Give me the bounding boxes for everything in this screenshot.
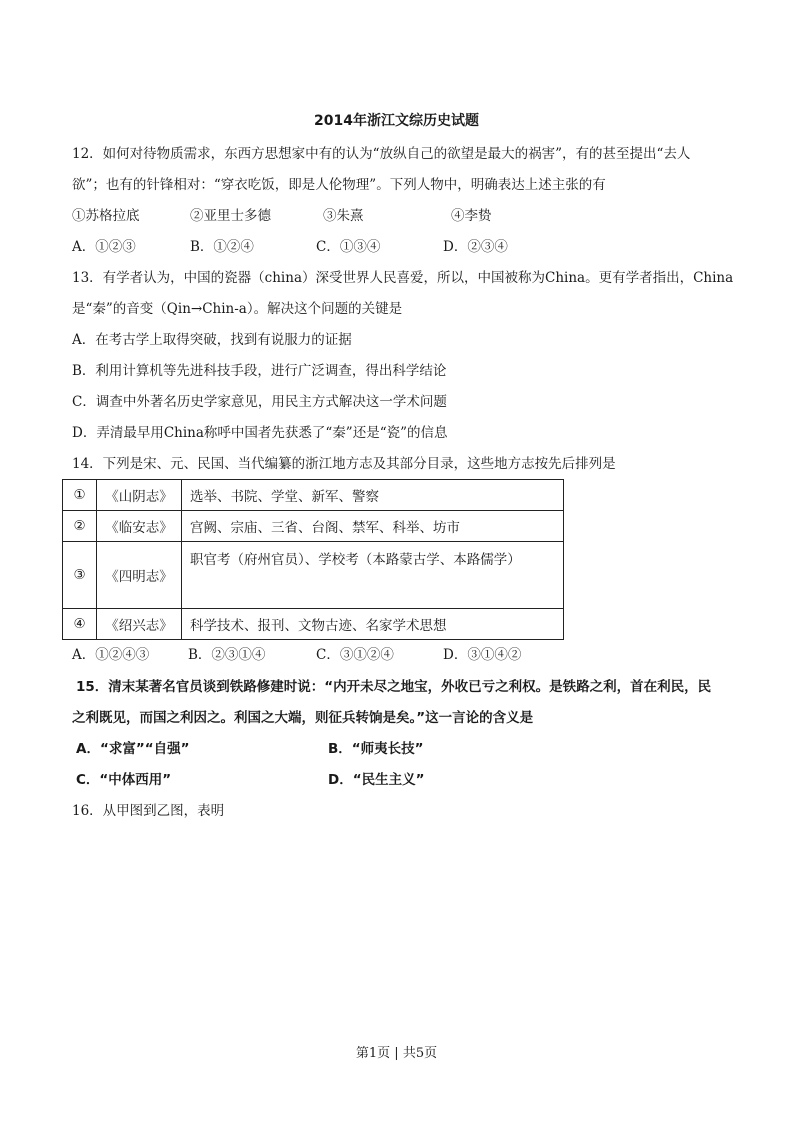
q13-option-b: B．利用计算机等先进科技手段，进行广泛调查，得出科学结论: [72, 363, 447, 379]
q12-item-3: ③朱熹: [323, 208, 364, 224]
q13-stem-line2: 是“秦”的音变（Qin→Chin-a）。解决这个问题的关键是: [72, 301, 403, 317]
q14-option-a: A．①②④③: [72, 647, 150, 663]
table-cell-name: 《四明志》: [97, 542, 182, 609]
table-cell-contents: 选举、书院、学堂、新军、警察: [182, 480, 564, 511]
q15-option-d: D．“民生主义”: [328, 772, 425, 788]
q14-option-b: B．②③①④: [188, 647, 266, 663]
table-cell-num: ①: [63, 480, 97, 511]
q14-table: [62, 479, 564, 640]
q14-option-d: D．③①④②: [443, 647, 522, 663]
q14-option-c: C．③①②④: [316, 647, 394, 663]
q13-option-d: D．弄清最早用China称呼中国者先获悉了“秦”还是“瓷”的信息: [72, 425, 448, 441]
q12-option-c: C．①③④: [316, 239, 381, 255]
q12-stem-line2: 欲”；也有的针锋相对：“穿衣吃饭，即是人伦物理”。下列人物中，明确表达上述主张的有: [72, 177, 606, 193]
table-cell-num: ④: [63, 609, 97, 640]
q15-option-c: C．“中体西用”: [76, 772, 172, 788]
table-row: [63, 511, 564, 542]
table-cell-name: 《临安志》: [97, 511, 182, 542]
q12-option-d: D．②③④: [443, 239, 508, 255]
q15-stem-line2: 之利既见，而国之利因之。利国之大端，则征兵转饷是矣。”这一言论的含义是: [72, 710, 534, 726]
q12-option-a: A．①②③: [72, 239, 136, 255]
q16-stem: 16．从甲图到乙图，表明: [72, 803, 225, 819]
q14-stem: 14．下列是宋、元、民国、当代编纂的浙江地方志及其部分目录，这些地方志按先后排列是: [72, 456, 616, 472]
q15-option-a: A．“求富”“自强”: [76, 741, 190, 757]
q12-option-b: B．①②④: [190, 239, 254, 255]
q13-option-c: C．调查中外著名历史学家意见，用民主方式解决这一学术问题: [72, 394, 447, 410]
q13-option-a: A．在考古学上取得突破，找到有说服力的证据: [72, 332, 352, 348]
table-row: [63, 480, 564, 511]
table-cell-num: ③: [63, 542, 97, 609]
q12-item-4: ④李贽: [451, 208, 492, 224]
table-cell-name: 《山阴志》: [97, 480, 182, 511]
table-cell-num: ②: [63, 511, 97, 542]
table-cell-contents: 宫阙、宗庙、三省、台阁、禁军、科举、坊市: [182, 511, 564, 542]
q15-stem-line1: 15．清末某著名官员谈到铁路修建时说：“内开未尽之地宝，外收已亏之利权。是铁路之利，首在利民，民: [76, 679, 712, 695]
table-row: [63, 542, 564, 609]
table-cell-contents: 职官考（府州官员）、学校考（本路蒙古学、本路儒学）: [182, 542, 564, 609]
page-title: 2014年浙江文综历史试题: [314, 113, 479, 129]
table-cell-name: 《绍兴志》: [97, 609, 182, 640]
page-footer: 第1页 | 共5页: [355, 1046, 438, 1061]
q12-item-2: ②亚里士多德: [190, 208, 271, 224]
q12-stem-line1: 12．如何对待物质需求，东西方思想家中有的认为“放纵自己的欲望是最大的祸害”，有的甚至提出“去人: [72, 146, 691, 162]
table-cell-contents: 科学技术、报刊、文物古迹、名家学术思想: [182, 609, 564, 640]
q12-item-1: ①苏格拉底: [72, 208, 140, 224]
q15-option-b: B．“师夷长技”: [328, 741, 424, 757]
table-row: [63, 609, 564, 640]
q13-stem-line1: 13．有学者认为，中国的瓷器（china）深受世界人民喜爱，所以，中国被称为China。更有学者指出，China: [72, 270, 734, 286]
